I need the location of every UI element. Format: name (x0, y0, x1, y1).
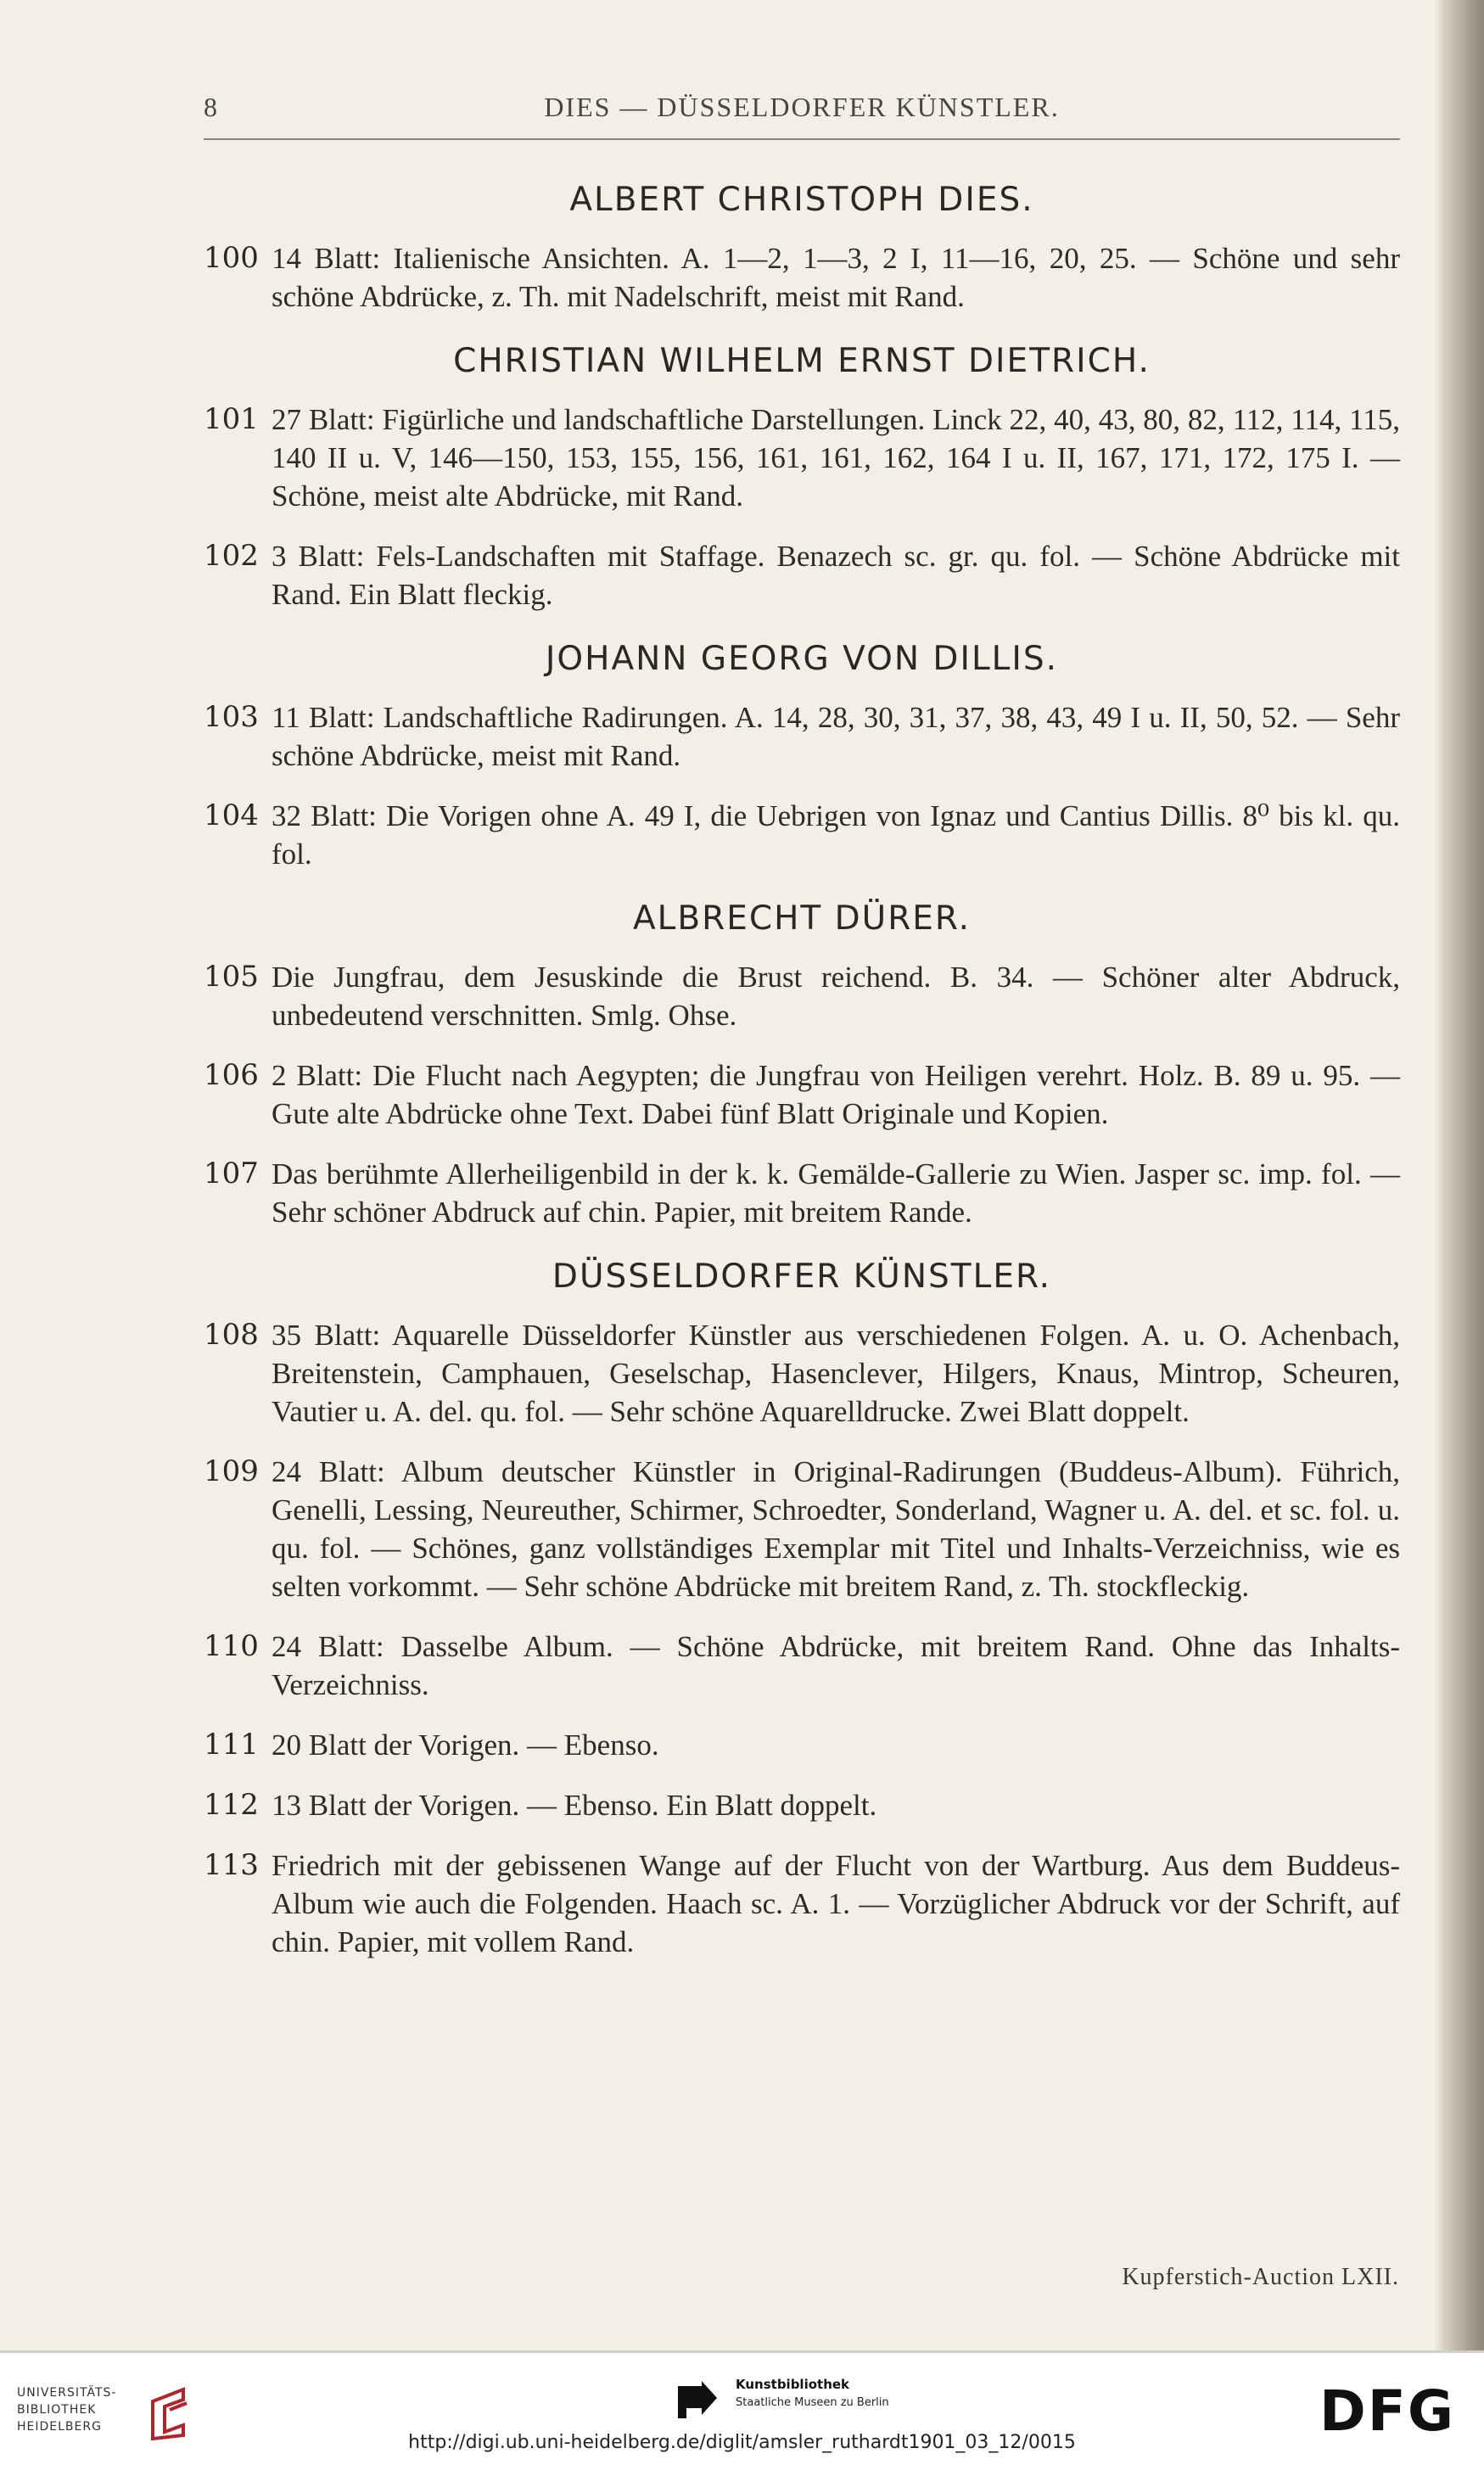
lot-description: 13 Blatt der Vorigen. — Ebenso. Ein Blatt doppelt. (272, 1789, 877, 1822)
lot-number: 113 (204, 1848, 259, 1882)
catalog-entry (204, 797, 1400, 873)
lot-description: Die Jungfrau, dem Jesuskinde die Brust reichend. B. 34. — Schöner alter Abdruck, unbedeutend verschnitten. Smlg. Ohse. (272, 961, 1400, 1032)
lot-number: 100 (204, 241, 259, 275)
catalog-entry (204, 1627, 1400, 1704)
lot-number: 103 (204, 700, 259, 734)
lot-number: 107 (204, 1157, 259, 1190)
lot-description: 20 Blatt der Vorigen. — Ebenso. (272, 1728, 659, 1762)
lot-description: Friedrich mit der gebissenen Wange auf der Flucht von der Wartburg. Aus dem Buddeus-Album wie auch die Folgenden. Haach sc. A. 1. — Vorzüglicher Abdruck vor der Schrift, auf chin. Papier, mit vollem Rand. (272, 1849, 1400, 1958)
page-number: 8 (204, 92, 219, 122)
section-title: JOHANN GEORG VON DILLIS. (545, 640, 1059, 678)
lot-description: 14 Blatt: Italienische Ansichten. A. 1—2, 1—3, 2 I, 11—16, 20, 25. — Schöne und sehr schöne Abdrücke, z. Th. mit Nadelschrift, meist mit Rand. (272, 242, 1400, 313)
catalog-entry (204, 1846, 1400, 1961)
header-rule (204, 138, 1400, 140)
lot-number: 109 (204, 1454, 259, 1488)
catalog-entry (204, 698, 1400, 775)
running-title: DIES — DÜSSELDORFER KÜNSTLER. (544, 92, 1060, 122)
lot-number: 110 (204, 1629, 259, 1663)
page-edge (1442, 0, 1484, 2350)
catalog-entry (204, 1786, 1400, 1824)
kunstbibliothek-logo[interactable] (675, 2374, 946, 2434)
section-title: ALBRECHT DÜRER. (632, 899, 972, 938)
lot-number: 105 (204, 960, 259, 994)
lot-description: 32 Blatt: Die Vorigen ohne A. 49 I, die Uebrigen von Ignaz und Cantius Dillis. 8⁰ bis kl. qu. fol. (272, 799, 1400, 871)
lot-description: 3 Blatt: Fels-Landschaften mit Staffage. Benazech sc. gr. qu. fol. — Schöne Abdrücke mit Rand. Ein Blatt fleckig. (272, 540, 1400, 611)
lot-number: 106 (204, 1058, 259, 1092)
kunstbibliothek-name: Kunstbibliothek (736, 2377, 850, 2392)
lot-description: 35 Blatt: Aquarelle Düsseldorfer Künstler aus verschiedenen Folgen. A. u. O. Achenbach, Breitenstein, Camphauen, Geselschap, Hasenclever, Hilgers, Knaus, Mintrop, Scheuren, Vautier u. A. del. qu. fol. — Sehr schöne Aquarelldrucke. Zwei Blatt doppelt. (272, 1319, 1400, 1428)
source-url[interactable]: http://digi.ub.uni-heidelberg.de/diglit/amsler_ruthardt1901_03_12/0015 (408, 2432, 1076, 2453)
kunstbibliothek-subtitle: Staatliche Museen zu Berlin (736, 2396, 889, 2409)
catalog-entry (204, 239, 1400, 316)
section-title: ALBERT CHRISTOPH DIES. (569, 181, 1034, 219)
lot-number: 102 (204, 539, 259, 573)
catalog-content (204, 176, 1400, 1983)
section-title: CHRISTIAN WILHELM ERNST DIETRICH. (453, 342, 1151, 380)
catalog-entry (204, 958, 1400, 1034)
catalog-entry (204, 401, 1400, 515)
running-head (204, 92, 1400, 131)
lot-number: 104 (204, 798, 259, 832)
lot-description: 24 Blatt: Dasselbe Album. — Schöne Abdrücke, mit breitem Rand. Ohne das Inhalts-Verzeichniss. (272, 1630, 1400, 1701)
lot-description: 2 Blatt: Die Flucht nach Aegypten; die Jungfrau von Heiligen verehrt. Holz. B. 89 u. 95. — Gute alte Abdrücke ohne Text. Dabei fünf Blatt Originale und Kopien. (272, 1059, 1400, 1130)
catalog-entry (204, 1453, 1400, 1605)
lot-description: 24 Blatt: Album deutscher Künstler in Original-Radirungen (Buddeus-Album). Führich, Genelli, Lessing, Neureuther, Schirmer, Schroedter, Sonderland, Wagner u. A. del. et sc. fol. u. qu. fol. — Schönes, ganz vollständiges Exemplar mit Titel und Inhalts-Verzeichniss, wie es selten vorkommt. — Sehr schöne Abdrücke mit breitem Rand, z. Th. stockfleckig. (272, 1455, 1400, 1603)
catalog-entry (204, 1316, 1400, 1431)
university-library-name: UNIVERSITÄTS- BIBLIOTHEK HEIDELBERG (17, 2386, 117, 2434)
catalog-entry (204, 1726, 1400, 1764)
section-title: DÜSSELDORFER KÜNSTLER. (552, 1258, 1052, 1296)
lot-number: 108 (204, 1318, 259, 1352)
catalog-entry (204, 1056, 1400, 1133)
lot-description: 11 Blatt: Landschaftliche Radirungen. A. 14, 28, 30, 31, 37, 38, 43, 49 I u. II, 50, 52. — Sehr schöne Abdrücke, meist mit Rand. (272, 701, 1400, 772)
lot-description: Das berühmte Allerheiligenbild in der k. k. Gemälde-Gallerie zu Wien. Jasper sc. imp. fol. — Sehr schöner Abdruck auf chin. Papier, mit breitem Rande. (272, 1157, 1400, 1229)
kunstbibliothek-emblem-icon (675, 2379, 725, 2420)
catalog-footer: Kupferstich-Auction LXII. (1122, 2264, 1399, 2290)
digitization-bar-rule (0, 2350, 1484, 2353)
dfg-logo[interactable]: DFG (1319, 2378, 1456, 2444)
lot-number: 101 (204, 402, 259, 436)
catalog-entry (204, 1155, 1400, 1231)
lot-number: 112 (204, 1788, 259, 1822)
lot-number: 111 (204, 1728, 259, 1762)
catalog-entry (204, 537, 1400, 613)
lot-description: 27 Blatt: Figürliche und landschaftliche Darstellungen. Linck 22, 40, 43, 80, 82, 112, 114, 115, 140 II u. V, 146—150, 153, 155, 156, 161, 161, 162, 164 I u. II, 167, 171, 172, 175 I. — Schöne, meist alte Abdrücke, mit Rand. (272, 403, 1400, 513)
